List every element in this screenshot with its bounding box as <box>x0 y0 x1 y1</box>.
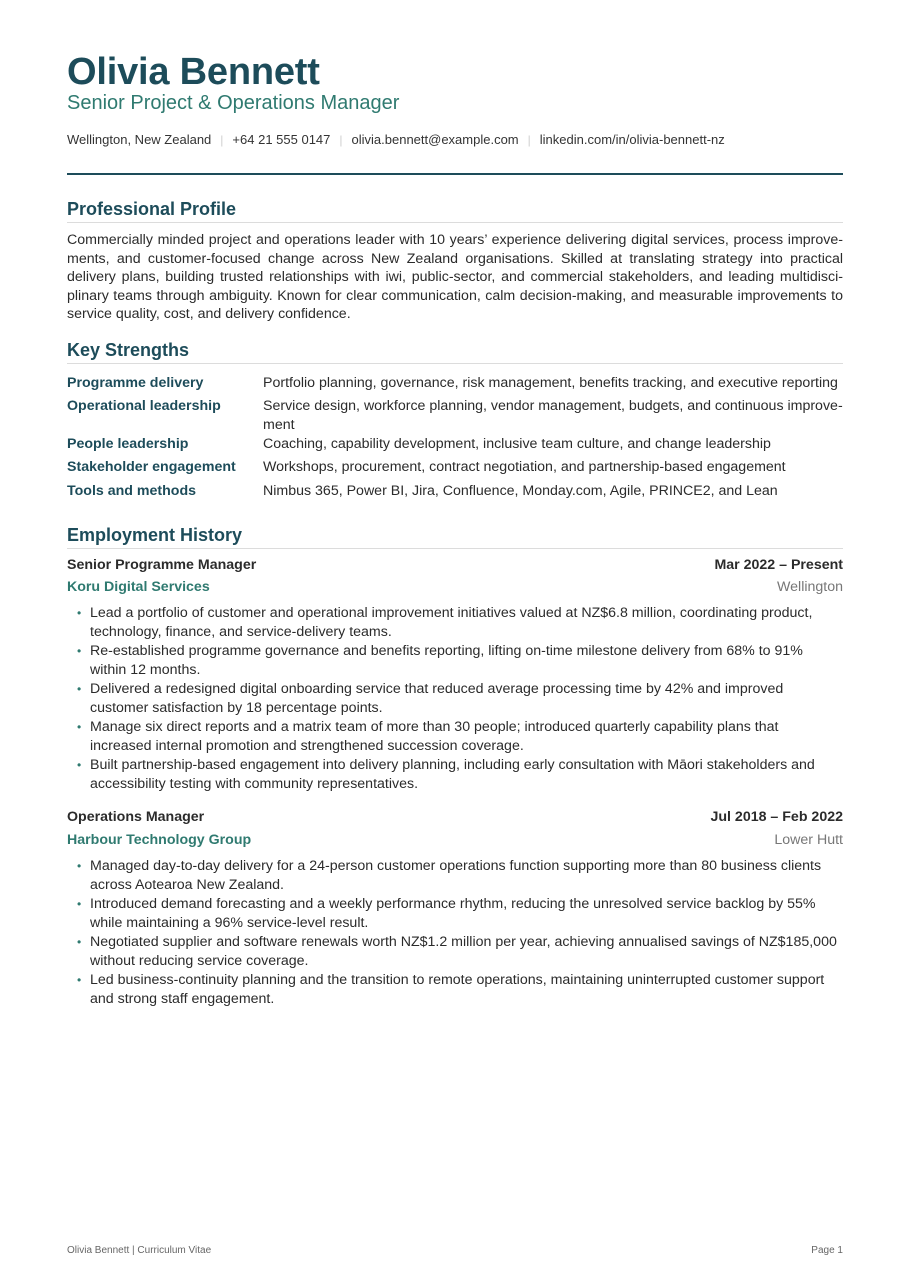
section-divider <box>67 222 843 223</box>
job-bullet <box>67 642 843 679</box>
header-divider <box>67 173 843 175</box>
contact-separator: | <box>339 133 343 147</box>
job-bullet-text: Managed day-to-day delivery for a 24-person customer operations function supporting more than 80 business clients across Aotearoa New Zealand. <box>90 858 822 893</box>
job-bullet-text: Manage six direct reports and a matrix team of more than 30 people; introduced quarterly capability plans that increased internal promotion and strengthened succession coverage. <box>90 719 779 754</box>
job-bullet-text: Negotiated supplier and software renewals worth NZ$1.2 million per year, achieving annualised savings of NZ$185,000 without reducing service coverage. <box>90 934 837 969</box>
contact-line <box>67 131 725 149</box>
job-bullet <box>67 933 843 970</box>
bullet-icon: • <box>77 758 82 772</box>
job-title: Senior Programme Manager <box>67 557 257 573</box>
bullet-icon: • <box>77 606 82 620</box>
footer-page-number: Page 1 <box>811 1245 843 1256</box>
bullet-icon: • <box>77 935 82 949</box>
strength-value: Workshops, procurement, contract negotiation, and partnership-based engagement <box>263 459 786 475</box>
job-location: Wellington <box>777 579 843 595</box>
strength-label: Programme delivery <box>67 375 204 391</box>
job-company: Harbour Technology Group <box>67 832 252 848</box>
job-bullet-text: Lead a portfolio of customer and operational improvement initiatives valued at NZ$6.8 million, coordinating product, technology, finance, and service-delivery teams. <box>90 605 813 640</box>
candidate-headline: Senior Project & Operations Manager <box>67 92 400 114</box>
contact-email[interactable]: olivia.bennett@example.com <box>351 132 519 147</box>
job-bullet <box>67 895 843 932</box>
job-title: Operations Manager <box>67 809 205 825</box>
bullet-icon: • <box>77 973 82 987</box>
job-bullet <box>67 718 843 755</box>
bullet-icon: • <box>77 897 82 911</box>
strength-label: Tools and methods <box>67 483 197 499</box>
profile-summary: Commercially minded project and operations leader with 10 years’ experience delivering digital services, process improvements, and customer-focused change across New Zealand organisations. Skilled at translating strategy into practical delivery plans, building trusted relationships with iwi, public-sector, and commercial stakeholders, and leading multidisciplinary teams through ambiguity. Known for clear communication, calm decision-making, and measurable improvements to service quality, cost, and delivery confidence. <box>67 232 843 322</box>
contact-location: Wellington, New Zealand <box>67 132 212 147</box>
strength-value: Coaching, capability development, inclusive team culture, and change leadership <box>263 436 771 452</box>
job-bullet-text: Introduced demand forecasting and a weekly performance rhythm, reducing the unresolved service backlog by 55% while maintaining a 96% service-level result. <box>90 896 816 931</box>
contact-separator: | <box>220 133 224 147</box>
job-bullet <box>67 604 843 641</box>
strength-label: Operational leadership <box>67 398 221 414</box>
section-title-strengths: Key Strengths <box>67 340 190 360</box>
strength-value: Nimbus 365, Power BI, Jira, Confluence, Monday.com, Agile, PRINCE2, and Lean <box>263 483 778 499</box>
section-divider <box>67 548 843 549</box>
candidate-name: Olivia Bennett <box>67 51 320 93</box>
job-bullet <box>67 971 843 1008</box>
strength-value: Portfolio planning, governance, risk management, benefits tracking, and executive reporting <box>263 375 838 391</box>
job-dates: Mar 2022 – Present <box>714 557 843 573</box>
job-bullet <box>67 680 843 717</box>
contact-phone: +64 21 555 0147 <box>232 132 331 147</box>
job-bullet <box>67 756 843 793</box>
job-dates: Jul 2018 – Feb 2022 <box>710 809 843 825</box>
bullet-icon: • <box>77 682 82 696</box>
bullet-icon: • <box>77 859 82 873</box>
job-bullets <box>67 604 843 794</box>
strength-label: Stakeholder engagement <box>67 459 236 475</box>
strength-label: People leadership <box>67 436 189 452</box>
job-bullet-text: Re-established programme governance and benefits reporting, lifting on-time milestone delivery from 68% to 91% within 12 months. <box>90 643 803 678</box>
job-bullets <box>67 857 843 1009</box>
section-title-profile: Professional Profile <box>67 199 237 219</box>
strength-value: Service design, workforce planning, vendor management, budgets, and continuous improvement <box>263 398 843 433</box>
contact-linkedin[interactable]: linkedin.com/in/olivia-bennett-nz <box>539 132 725 147</box>
contact-separator: | <box>527 133 531 147</box>
job-location: Lower Hutt <box>774 832 843 848</box>
job-bullet-text: Led business-continuity planning and the transition to remote operations, maintaining uninterrupted customer support and strong staff engagement. <box>90 972 825 1007</box>
bullet-icon: • <box>77 644 82 658</box>
footer-document-label: Olivia Bennett | Curriculum Vitae <box>67 1245 212 1256</box>
section-divider <box>67 363 843 364</box>
job-bullet-text: Delivered a redesigned digital onboarding service that reduced average processing time by 42% and improved customer satisfaction by 18 percentage points. <box>90 681 784 716</box>
bullet-icon: • <box>77 720 82 734</box>
section-title-employment: Employment History <box>67 525 243 545</box>
job-bullet <box>67 857 843 894</box>
job-bullet-text: Built partnership-based engagement into delivery planning, including early consultation with Māori stakeholders and accessibility testing with community representatives. <box>90 757 815 792</box>
job-company: Koru Digital Services <box>67 579 210 595</box>
